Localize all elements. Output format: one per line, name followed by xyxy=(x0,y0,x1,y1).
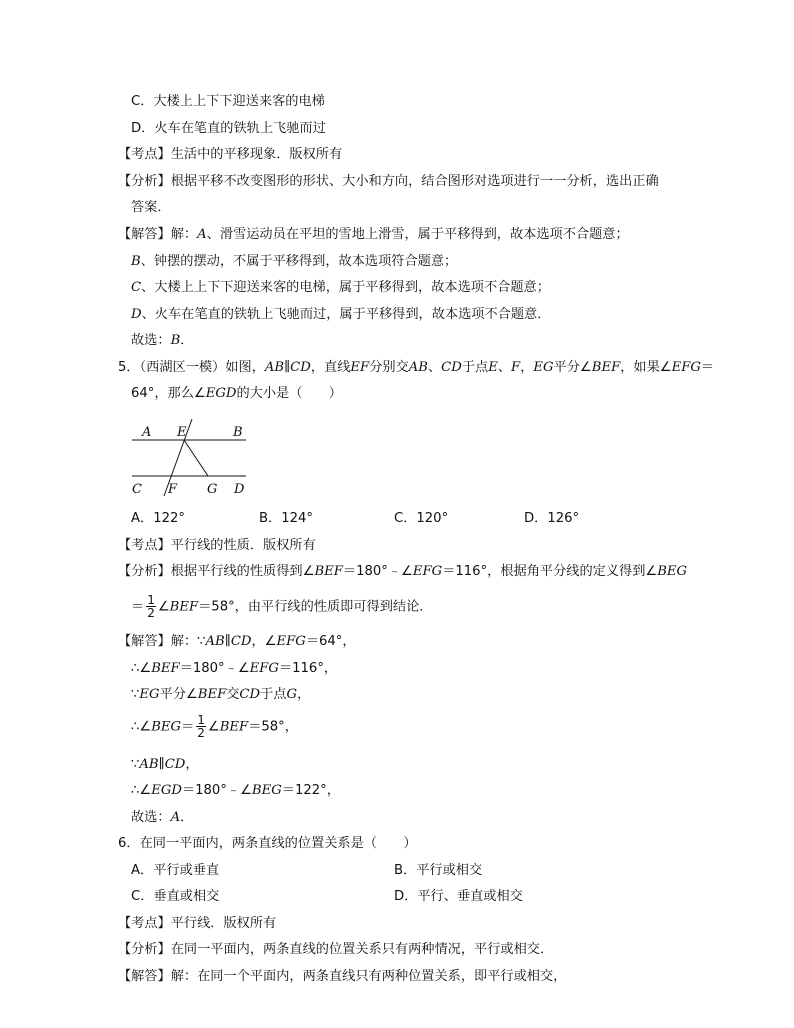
q5-fenxi-line-2 xyxy=(131,594,433,621)
q6-stem: 6．在同一平面内，两条直线的位置关系是（ ） xyxy=(118,836,417,851)
label-a: A xyxy=(142,425,152,440)
math: CD xyxy=(441,360,462,375)
math: BEF xyxy=(219,719,249,735)
text: 平分∠ xyxy=(553,360,592,375)
text: ∴∠ xyxy=(131,719,152,735)
denominator: 2 xyxy=(197,726,205,740)
q6-kaodian xyxy=(118,915,276,933)
kaodian-line xyxy=(118,146,342,164)
fraction xyxy=(146,594,156,619)
q5-jieda-line-6 xyxy=(131,782,340,800)
text: ＝116°，根据角平分线的定义得到∠ xyxy=(442,564,658,579)
q5-stem-line-1 xyxy=(118,359,714,377)
q5-option-c: C．120° xyxy=(394,511,449,526)
kaodian-text: 平行线．版权所有 xyxy=(170,916,277,931)
math: EGD xyxy=(151,783,182,798)
text: 平分∠ xyxy=(159,687,198,702)
math: BEF xyxy=(591,360,621,375)
letter: B xyxy=(131,254,141,269)
text: ∵ xyxy=(131,687,140,702)
answer-prefix: 故选： xyxy=(131,333,171,348)
q5-option-d: D．126° xyxy=(524,511,580,526)
fenxi-text: 根据平移不改变图形的形状、大小和方向，结合图形对选项进行一一分析，选出正确 xyxy=(170,174,659,189)
math: EFG xyxy=(671,360,701,375)
letter: A xyxy=(197,227,207,242)
q6-option-b: B．平行或相交 xyxy=(394,863,483,878)
label-b: B xyxy=(233,425,243,440)
text: 、 xyxy=(427,360,442,375)
answer-letter: B xyxy=(170,333,181,348)
text: 分别交 xyxy=(369,360,409,375)
jieda-text: 、钟摆的摆动，不属于平移得到，故本选项符合题意； xyxy=(140,254,458,269)
q6-jieda xyxy=(118,968,566,986)
text: ，如果∠ xyxy=(620,360,672,375)
math: AB∥CD xyxy=(264,360,311,375)
text: 交 xyxy=(226,687,240,702)
text: 于点 xyxy=(461,360,489,375)
text: ，直线 xyxy=(310,360,351,375)
text: ＝180°﹣∠ xyxy=(181,783,252,798)
kaodian-tag: 【考点】 xyxy=(118,916,171,931)
text: ， xyxy=(520,360,534,375)
answer-line xyxy=(131,332,193,350)
jieda-tag: 【解答】 xyxy=(118,634,171,649)
math: F xyxy=(511,360,521,375)
math: EFG xyxy=(276,634,306,649)
text: ∠ xyxy=(207,719,220,735)
q6-option-d: D．平行、垂直或相交 xyxy=(394,889,523,904)
q5-jieda-line-5 xyxy=(131,756,199,774)
q5-stem-line-2 xyxy=(131,385,342,403)
text: ∴∠ xyxy=(131,661,152,676)
text: ＝58°， xyxy=(248,719,298,735)
jieda-line-4 xyxy=(131,306,550,324)
math: AB∥CD xyxy=(205,634,252,649)
text: 解：∵ xyxy=(170,634,206,649)
q5-jieda-line-3 xyxy=(131,686,310,704)
letter: D xyxy=(131,307,142,322)
text: ， xyxy=(185,757,199,772)
numerator: 1 xyxy=(147,593,155,607)
letter: C xyxy=(131,280,142,295)
q5-option-b: B．124° xyxy=(259,511,313,526)
math: EFG xyxy=(249,661,279,676)
math: EFG xyxy=(412,564,443,579)
answer-suffix: ． xyxy=(180,810,194,825)
text: 、 xyxy=(497,360,512,375)
answer-prefix: 故选： xyxy=(131,810,171,825)
math: AB xyxy=(408,360,428,375)
math: G xyxy=(286,687,298,702)
q6-option-c: C．垂直或相交 xyxy=(131,889,220,904)
label-d: D xyxy=(234,482,245,497)
q6-fenxi xyxy=(118,941,553,959)
math: BEF xyxy=(197,687,227,702)
q5-option-a: A．122° xyxy=(131,511,185,526)
label-f: F xyxy=(168,482,178,497)
label-e: E xyxy=(177,425,187,440)
math: BEG xyxy=(657,564,688,579)
kaodian-tag: 【考点】 xyxy=(118,147,171,162)
math: BEF xyxy=(169,599,199,615)
math: EG xyxy=(139,687,160,702)
label-c: C xyxy=(132,482,142,497)
q5-figure xyxy=(128,418,258,500)
math: BEF xyxy=(151,661,180,676)
fenxi-tag: 【分析】 xyxy=(118,174,171,189)
q5-number: 5． xyxy=(118,360,140,375)
text: ∴∠ xyxy=(131,783,152,798)
label-g: G xyxy=(207,482,218,497)
fenxi-line xyxy=(118,173,659,191)
math: CD xyxy=(239,687,261,702)
kaodian-text: 生活中的平移现象．版权所有 xyxy=(170,147,343,162)
jieda-line-3 xyxy=(131,279,550,297)
math: EG xyxy=(533,360,554,375)
text: ∵ xyxy=(131,757,140,772)
jieda-tag: 【解答】 xyxy=(118,227,171,242)
option-d: D．火车在笔直的铁轨上飞驰而过 xyxy=(131,121,326,136)
jieda-line-1 xyxy=(118,226,629,244)
jieda-line-2 xyxy=(131,253,457,271)
numerator: 1 xyxy=(197,713,205,727)
math: E xyxy=(488,360,498,375)
jieda-text: 解：在同一个平面内，两条直线只有两种位置关系，即平行或相交， xyxy=(170,969,567,984)
math: BEG xyxy=(251,783,282,798)
option-c: C．大楼上上下下迎送来客的电梯 xyxy=(131,94,325,109)
text: ＝58°，由平行线的性质即可得到结论． xyxy=(198,599,433,615)
math: EF xyxy=(350,360,370,375)
answer-suffix: ． xyxy=(180,333,194,348)
math: BEG xyxy=(151,719,182,735)
denominator: 2 xyxy=(147,606,155,620)
text: 根据平行线的性质得到∠ xyxy=(170,564,315,579)
text: （西湖区一模）如图， xyxy=(139,360,265,375)
math: BEF xyxy=(314,564,343,579)
jieda-text: 解： xyxy=(170,227,198,242)
fenxi-tag: 【分析】 xyxy=(118,942,171,957)
answer-letter: A xyxy=(170,810,181,825)
q5-kaodian xyxy=(118,537,316,555)
text: ， xyxy=(297,687,311,702)
kaodian-text: 平行线的性质．版权所有 xyxy=(170,538,316,553)
text: ＝ xyxy=(181,719,195,735)
text: ＝ xyxy=(700,360,715,375)
text: ＝ xyxy=(131,599,145,615)
q5-jieda-line-2 xyxy=(131,660,337,678)
text: ＝122°， xyxy=(281,783,340,798)
text: 64°，那么∠ xyxy=(131,386,206,401)
text: ＝64°， xyxy=(305,634,356,649)
fenxi-tag: 【分析】 xyxy=(118,564,171,579)
q5-fenxi-line-1 xyxy=(118,563,687,581)
fraction xyxy=(196,714,206,739)
math: AB∥CD xyxy=(139,757,186,772)
jieda-tag: 【解答】 xyxy=(118,969,171,984)
line-eg xyxy=(184,440,208,476)
kaodian-tag: 【考点】 xyxy=(118,538,171,553)
jieda-text: 、滑雪运动员在平坦的雪地上滑雪，属于平移得到，故本选项不合题意； xyxy=(206,227,629,242)
q5-jieda-line-4 xyxy=(131,714,298,741)
q5-answer xyxy=(131,809,193,827)
text: ＝180°﹣∠ xyxy=(342,564,413,579)
text: 的大小是（ ） xyxy=(236,386,342,401)
text: 于点 xyxy=(260,687,287,702)
jieda-text: 、大楼上上下下迎送来客的电梯，属于平移得到，故本选项不合题意； xyxy=(141,280,550,295)
jieda-text: 、火车在笔直的铁轨上飞驰而过，属于平移得到，故本选项不合题意． xyxy=(141,307,551,322)
text: ，∠ xyxy=(251,634,277,649)
fenxi-text: 在同一平面内，两条直线的位置关系只有两种情况，平行或相交． xyxy=(170,942,554,957)
math: EGD xyxy=(205,386,237,401)
text: ＝116°， xyxy=(278,661,338,676)
fenxi-line-2: 答案． xyxy=(131,200,171,215)
q6-option-a: A．平行或垂直 xyxy=(131,863,220,878)
text: ＝180°﹣∠ xyxy=(179,661,250,676)
q5-jieda-line-1 xyxy=(118,633,356,651)
text: ∠ xyxy=(157,599,170,615)
